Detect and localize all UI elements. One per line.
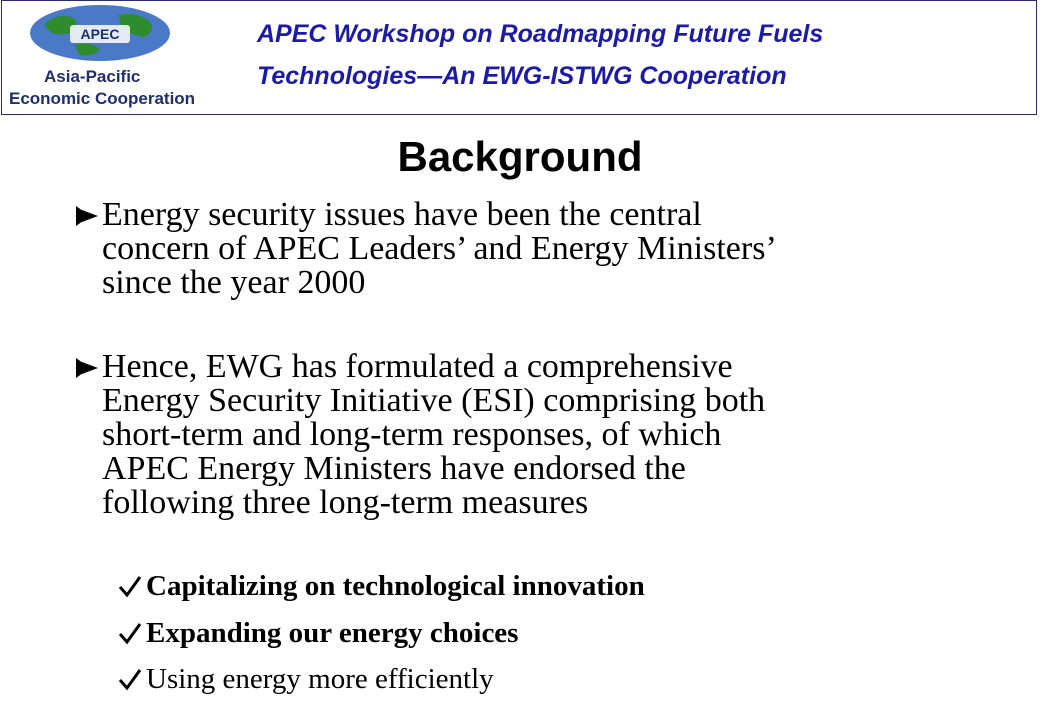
bullet-text [102, 350, 765, 520]
workshop-title [257, 13, 823, 97]
bullet-line: concern of APEC Leaders’ and Energy Ministers’ [102, 230, 777, 267]
logo-line-1: Asia-Pacific [44, 67, 141, 86]
bullet-line: following three long-term measures [102, 484, 589, 521]
measure-text: Using energy more efficiently [146, 663, 494, 695]
bullet-line: Energy Security Initiative (ESI) comprising both [102, 382, 766, 419]
slide-header [1, 0, 1037, 115]
arrow-bullet-icon [74, 202, 102, 230]
bullet-line: Hence, EWG has formulated a comprehensive [102, 348, 733, 385]
checkmark-icon [118, 574, 142, 598]
apec-logo [4, 3, 196, 113]
logo-word: APEC [80, 26, 120, 42]
checkmark-icon [118, 667, 142, 691]
bullet-text [102, 198, 777, 300]
arrow-bullet-icon [74, 354, 102, 382]
measure-text: Expanding our energy choices [146, 617, 519, 649]
page-title: Background [397, 133, 643, 180]
workshop-title-line-1: APEC Workshop on Roadmapping Future Fuels [257, 20, 824, 48]
bullet-line: short-term and long-term responses, of which [102, 416, 722, 453]
checkmark-icon [118, 621, 142, 645]
measure-text: Capitalizing on technological innovation [146, 570, 645, 602]
bullet-line: since the year 2000 [102, 264, 366, 301]
bullet-line: Energy security issues have been the central [102, 196, 702, 233]
logo-line-2: Economic Cooperation [9, 89, 196, 108]
bullet-line: APEC Energy Ministers have endorsed the [102, 450, 686, 487]
workshop-title-line-2: Technologies—An EWG-ISTWG Cooperation [257, 62, 787, 90]
